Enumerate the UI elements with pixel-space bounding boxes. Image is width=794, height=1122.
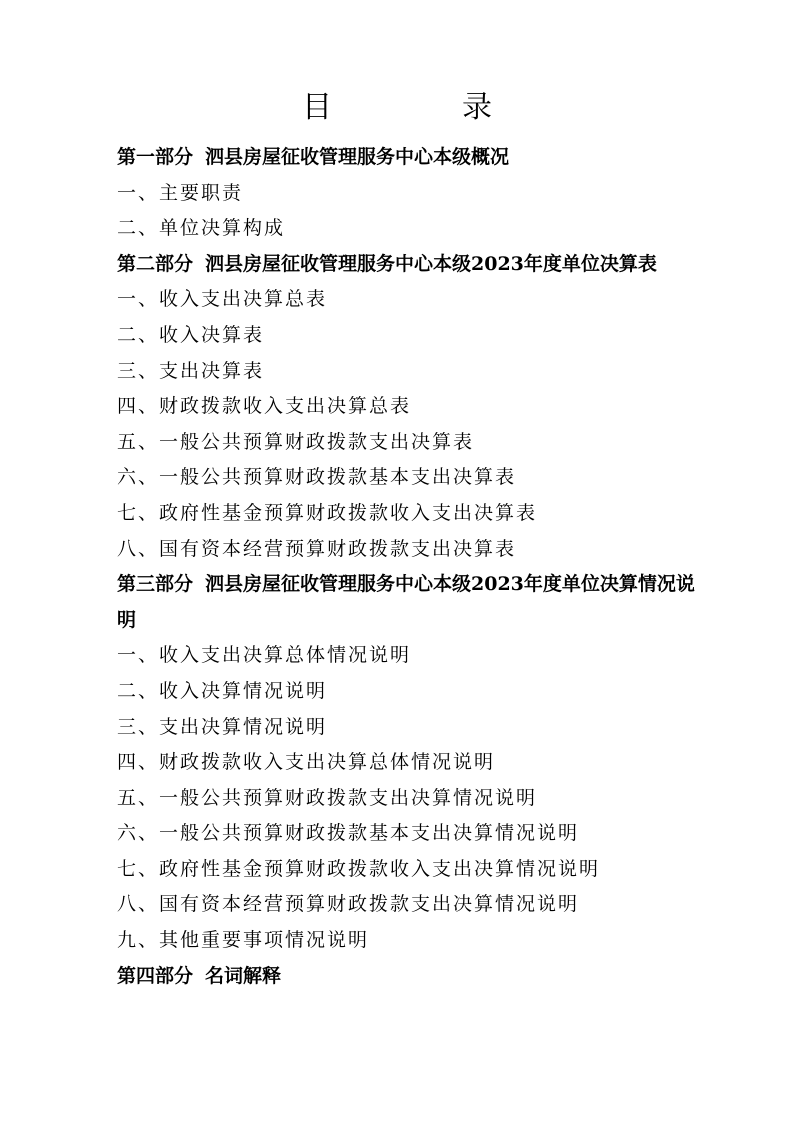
toc-item[interactable]: 九、其他重要事项情况说明 (117, 929, 370, 952)
toc-item[interactable]: 六、一般公共预算财政拨款基本支出决算情况说明 (117, 822, 580, 845)
toc-item[interactable]: 三、支出决算表 (117, 359, 265, 382)
table-of-contents (117, 140, 697, 994)
part-title: 名词解释 (205, 964, 282, 987)
part-title: 泗县房屋征收管理服务中心本级概况 (205, 146, 510, 168)
part-heading: 第三部分 (117, 573, 194, 596)
part-heading: 第一部分 (117, 146, 194, 168)
toc-item[interactable]: 七、政府性基金预算财政拨款收入支出决算表 (117, 501, 538, 524)
toc-item[interactable]: 一、收入支出决算总表 (117, 288, 328, 311)
part-heading: 第二部分 (117, 252, 194, 275)
toc-part-2[interactable] (117, 247, 697, 283)
toc-item[interactable]: 八、国有资本经营预算财政拨款支出决算情况说明 (117, 893, 580, 916)
toc-part-3[interactable] (117, 567, 697, 638)
toc-item[interactable]: 二、单位决算构成 (117, 217, 286, 240)
part-heading: 第四部分 (117, 964, 194, 987)
toc-part-1[interactable] (117, 140, 697, 176)
toc-item[interactable]: 六、一般公共预算财政拨款基本支出决算表 (117, 466, 517, 489)
toc-item[interactable]: 八、国有资本经营预算财政拨款支出决算表 (117, 537, 517, 560)
toc-part-4[interactable] (117, 959, 697, 995)
toc-item[interactable]: 一、收入支出决算总体情况说明 (117, 644, 412, 667)
toc-item[interactable]: 五、一般公共预算财政拨款支出决算表 (117, 430, 475, 453)
page-title: 目 录 (302, 90, 542, 125)
toc-item[interactable]: 一、主要职责 (117, 181, 244, 204)
part-title: 泗县房屋征收管理服务中心本级2023年度单位决算情况说明 (117, 573, 695, 631)
toc-item[interactable]: 二、收入决算情况说明 (117, 679, 328, 702)
toc-item[interactable]: 二、收入决算表 (117, 323, 265, 346)
toc-item[interactable]: 四、财政拨款收入支出决算总表 (117, 395, 412, 418)
toc-item[interactable]: 五、一般公共预算财政拨款支出决算情况说明 (117, 786, 538, 809)
toc-item[interactable]: 三、支出决算情况说明 (117, 715, 328, 738)
toc-item[interactable]: 七、政府性基金预算财政拨款收入支出决算情况说明 (117, 857, 601, 880)
part-title: 泗县房屋征收管理服务中心本级2023年度单位决算表 (205, 252, 657, 275)
toc-item[interactable]: 四、财政拨款收入支出决算总体情况说明 (117, 751, 496, 774)
